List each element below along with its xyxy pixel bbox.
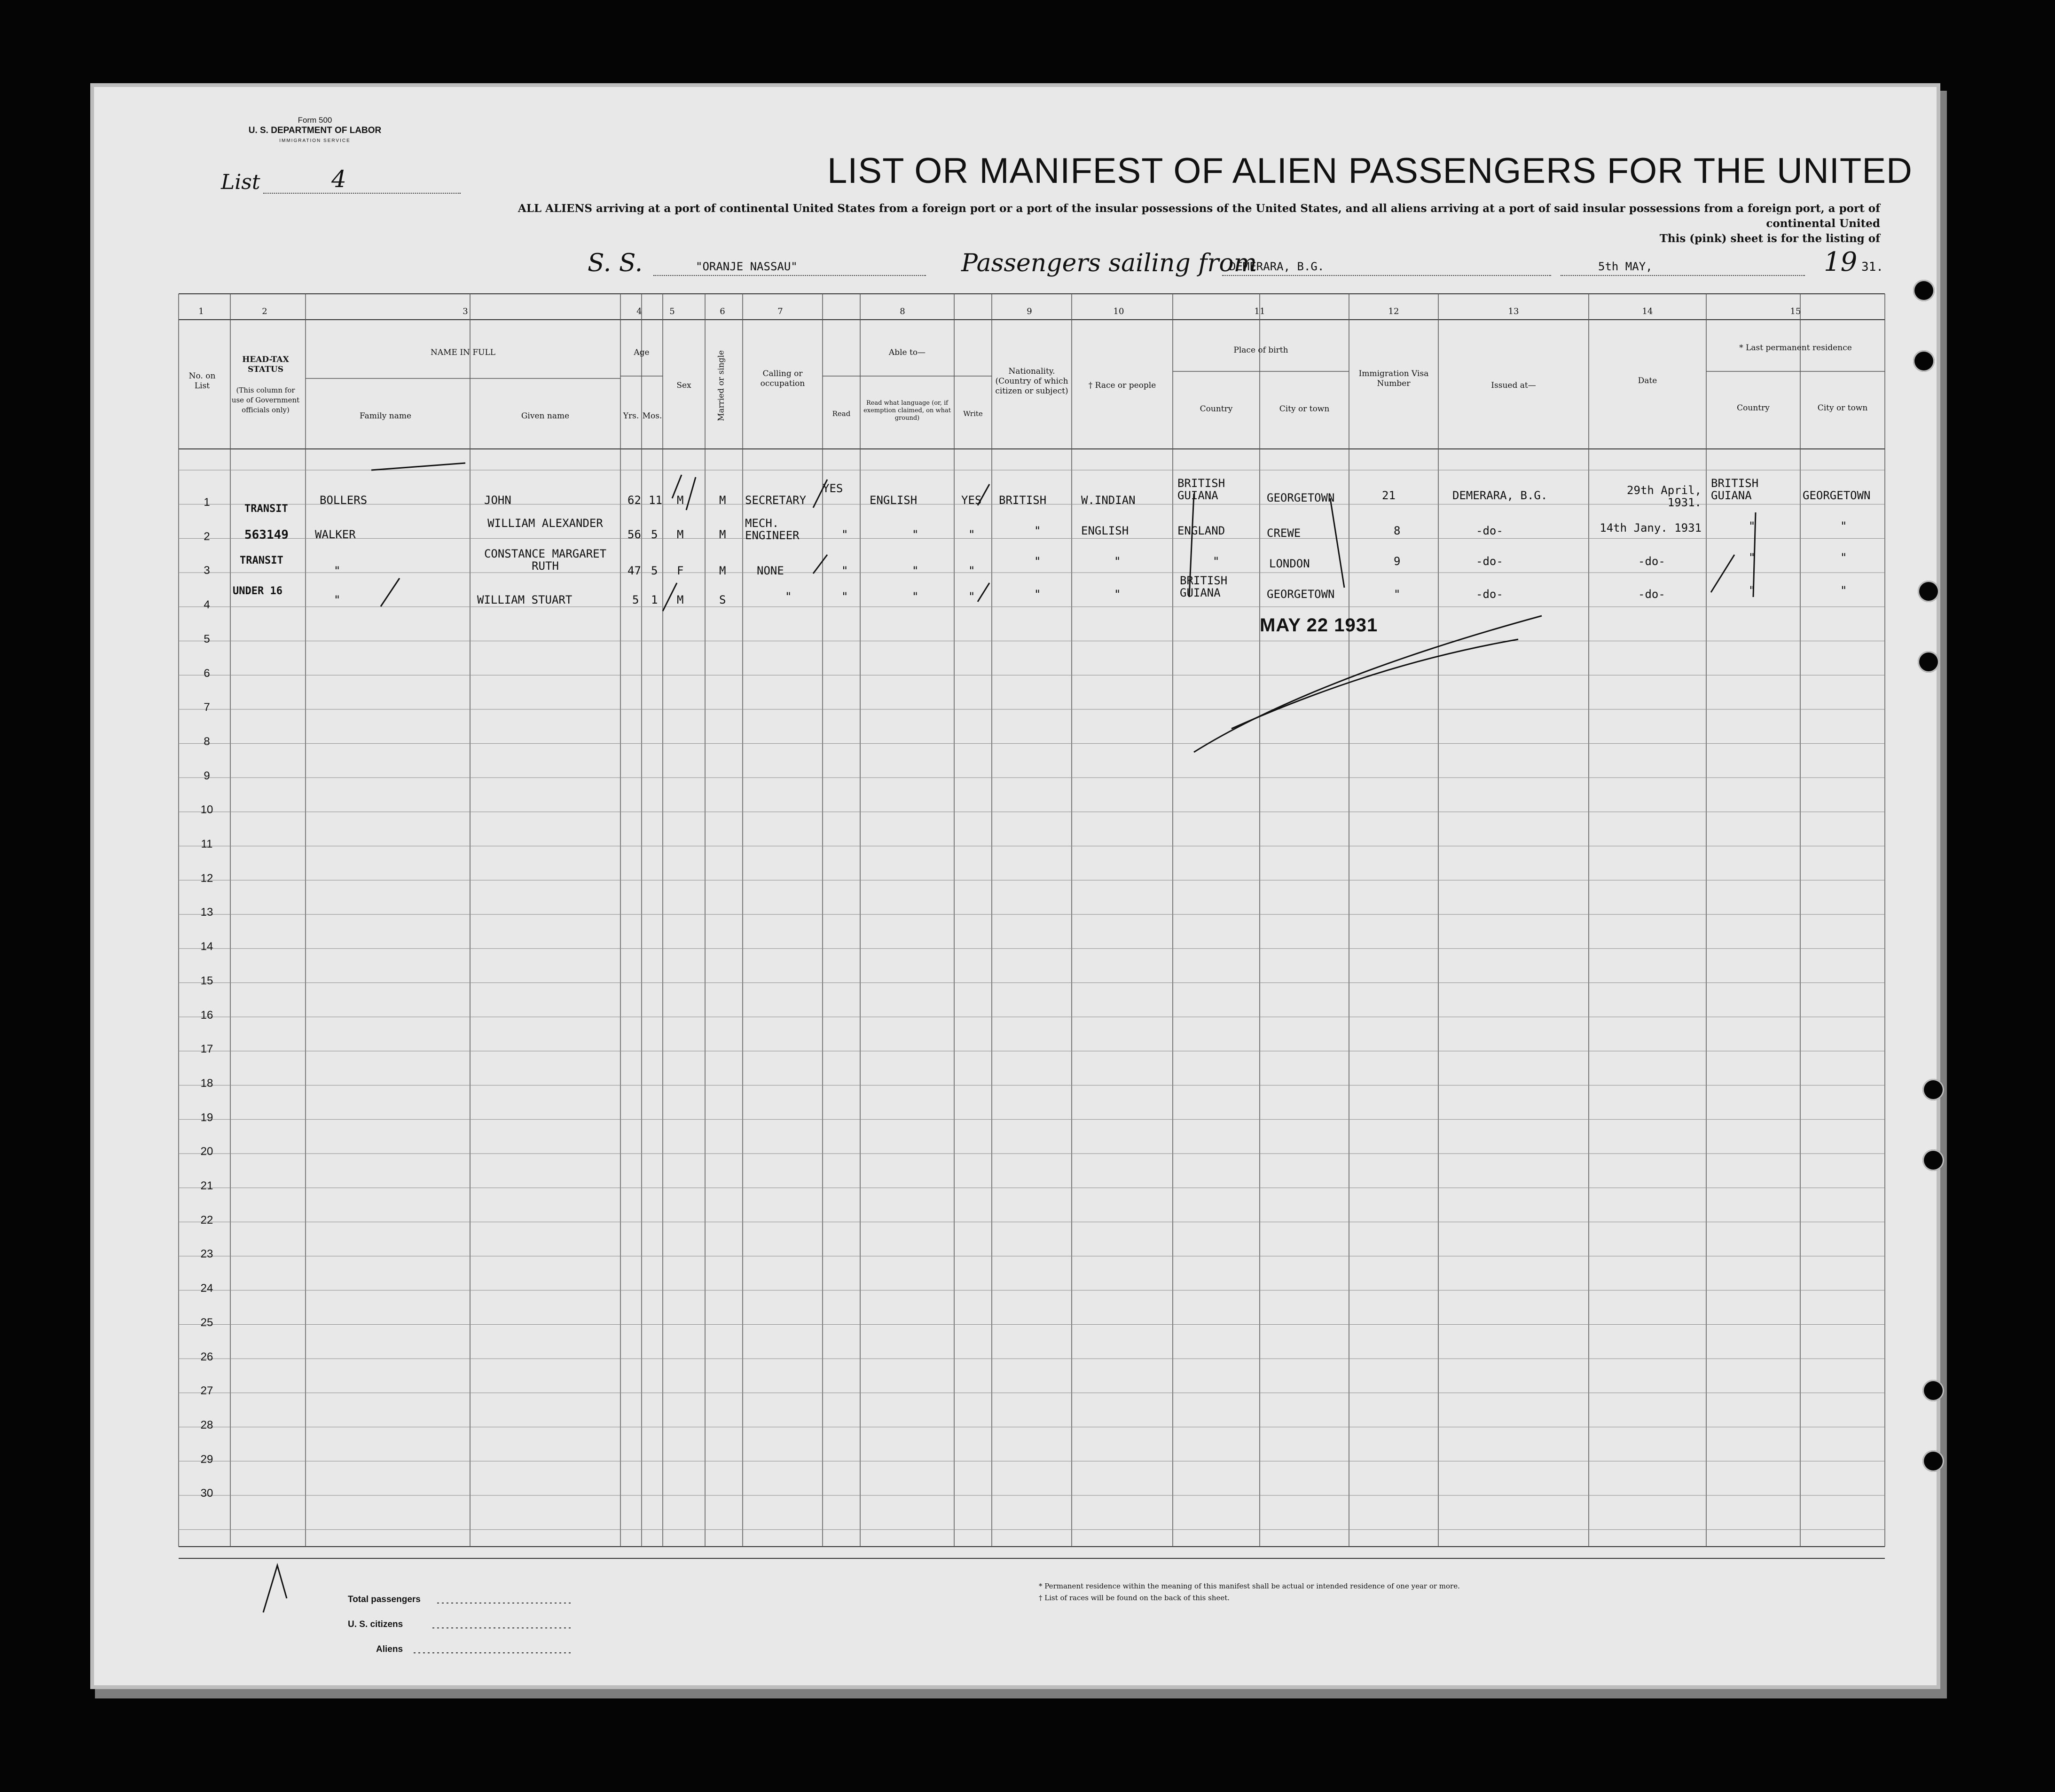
colnum-7: 7	[777, 307, 783, 316]
row2-married: M	[719, 528, 726, 541]
manifest-title: LIST OR MANIFEST OF ALIEN PASSENGERS FOR THE UNITED	[827, 151, 1913, 191]
row4-given-name: WILLIAM STUART	[477, 593, 573, 606]
punch-hole	[1918, 581, 1939, 602]
row-number: 26	[200, 1350, 213, 1363]
row1-res-city: GEORGETOWN	[1803, 489, 1871, 502]
row-number: 5	[204, 632, 210, 645]
colnum-10: 10	[1113, 307, 1124, 316]
row-number: 12	[200, 872, 213, 885]
header-name-in-full: NAME IN FULL	[430, 348, 496, 357]
row3-given-name: CONSTANCE MARGARET RUTH	[484, 547, 607, 573]
header-issued-at: Issued at—	[1491, 381, 1536, 390]
year-prefix: 19	[1824, 247, 1858, 277]
header-last-residence: * Last permanent residence	[1739, 343, 1852, 353]
row1-married: M	[719, 494, 726, 507]
row2-age-mos: 5	[651, 528, 658, 541]
row-number: 1	[204, 496, 210, 509]
header-head-tax: HEAD-TAX STATUS	[242, 355, 289, 374]
row-number: 19	[200, 1111, 213, 1124]
header-head-tax-note: (This column for use of Government officials only)	[231, 386, 300, 414]
row2-read: "	[841, 528, 848, 541]
form-number: Form 500	[298, 116, 332, 125]
header-family-name: Family name	[359, 411, 412, 421]
row2-res-city: "	[1840, 519, 1847, 533]
row3-issued-at: -do-	[1476, 555, 1503, 568]
punch-hole	[1913, 280, 1935, 301]
row1-given-name: JOHN	[484, 494, 511, 507]
row-number: 11	[201, 838, 213, 850]
row4-issued-at: -do-	[1476, 588, 1503, 601]
colnum-15: 15	[1790, 307, 1801, 316]
arrival-stamp: MAY 22 1931	[1260, 615, 1378, 636]
ship-name: "ORANJE NASSAU"	[696, 260, 798, 273]
row3-language: "	[912, 564, 919, 577]
row-number: 24	[200, 1282, 213, 1295]
header-mos: Mos.	[642, 411, 662, 421]
row1-occupation: SECRETARY	[745, 494, 807, 507]
row1-birth-city: GEORGETOWN	[1267, 491, 1335, 504]
row3-res-city: "	[1840, 551, 1847, 564]
row3-status: TRANSIT	[240, 555, 283, 566]
row4-write: "	[968, 590, 975, 603]
row-number: 20	[200, 1145, 213, 1158]
row2-age-yrs: 56	[627, 528, 641, 541]
row1-status: TRANSIT	[244, 503, 288, 515]
row1-res-country: BRITISH GUIANA	[1711, 477, 1759, 502]
header-place-of-birth: Place of birth	[1233, 346, 1288, 355]
row4-age-yrs: 5	[632, 593, 639, 606]
colnum-2: 2	[262, 307, 267, 316]
row3-occupation: NONE	[757, 564, 784, 577]
row3-write: "	[968, 564, 975, 577]
row2-birth-city: CREWE	[1267, 527, 1301, 540]
colnum-8: 8	[900, 307, 905, 316]
row-number: 18	[200, 1077, 213, 1090]
row3-birth-country: "	[1213, 555, 1220, 568]
row-number: 27	[200, 1384, 213, 1398]
row-number: 29	[200, 1453, 213, 1466]
row3-race: "	[1114, 555, 1121, 568]
row-number: 3	[204, 564, 210, 577]
header-married: Married or single	[716, 350, 726, 421]
row2-birth-country: ENGLAND	[1177, 524, 1225, 537]
us-citizens-label: U. S. citizens	[348, 1619, 403, 1629]
colnum-11: 11	[1254, 307, 1265, 316]
punch-hole	[1918, 651, 1939, 673]
footnote-permanent-residence: * Permanent residence within the meaning of this manifest shall be actual or intended residence of one year or more.	[1039, 1582, 1460, 1590]
header-res-country: Country	[1737, 403, 1770, 413]
header-res-city: City or town	[1817, 403, 1868, 413]
row-number: 15	[200, 974, 213, 987]
row-number: 22	[200, 1213, 213, 1226]
row1-issued-at: DEMERARA, B.G.	[1452, 489, 1548, 502]
row1-age-yrs: 62	[627, 494, 641, 507]
row4-status: UNDER 16	[233, 585, 282, 597]
row3-res-country: "	[1749, 551, 1756, 564]
row3-nationality: "	[1034, 555, 1041, 568]
list-number: 4	[331, 165, 346, 193]
row-number: 10	[200, 803, 213, 817]
row-number: 14	[200, 940, 213, 953]
row1-race: W.INDIAN	[1081, 494, 1136, 507]
header-age: Age	[634, 348, 650, 357]
row-number: 8	[204, 735, 210, 748]
row3-birth-city: LONDON	[1269, 557, 1310, 570]
sailing-date: 5th MAY,	[1598, 260, 1653, 273]
row4-sex: M	[677, 593, 684, 606]
row4-married: S	[719, 593, 726, 606]
row3-read: "	[841, 564, 848, 577]
punch-hole	[1922, 1079, 1944, 1100]
colnum-9: 9	[1027, 307, 1032, 316]
ss-label: S. S.	[588, 249, 643, 277]
subtitle-line-1: ALL ALIENS arriving at a port of continental United States from a foreign port or a port of the insular possessions of the United States, and all aliens arriving at a port of said insular possessions from a foreign port, a port of continental United	[518, 202, 1880, 230]
row-number: 7	[204, 701, 210, 714]
row1-date: 29th April, 1931.	[1627, 484, 1702, 509]
row4-res-country: "	[1749, 584, 1756, 597]
total-passengers-label: Total passengers	[348, 1595, 421, 1604]
row-number: 21	[200, 1179, 213, 1192]
colnum-6: 6	[720, 307, 725, 316]
header-read: Read	[832, 409, 851, 418]
row3-married: M	[719, 564, 726, 577]
row-number: 30	[200, 1487, 213, 1500]
header-able-to: Able to—	[888, 348, 926, 357]
row4-race: "	[1114, 588, 1121, 601]
row2-race: ENGLISH	[1081, 524, 1129, 537]
row2-family-name: WALKER	[315, 528, 356, 541]
header-write: Write	[963, 409, 983, 418]
row2-visa: 8	[1394, 524, 1401, 537]
row-number: 16	[200, 1008, 213, 1022]
row4-birth-country: BRITISH GUIANA	[1180, 574, 1228, 599]
header-race: † Race or people	[1088, 381, 1156, 390]
row4-date: -do-	[1638, 588, 1665, 601]
row4-nationality: "	[1034, 588, 1041, 601]
row1-nationality: BRITISH	[999, 494, 1047, 507]
colnum-14: 14	[1642, 307, 1653, 316]
colnum-1: 1	[198, 307, 204, 316]
row2-given-name: WILLIAM ALEXANDER	[487, 517, 603, 530]
aliens-label: Aliens	[376, 1644, 403, 1654]
row1-read: YES	[823, 482, 843, 495]
row-number: 17	[200, 1043, 213, 1056]
year-suffix: 31.	[1861, 260, 1883, 274]
punch-hole	[1922, 1450, 1944, 1472]
row1-family-name: BOLLERS	[320, 494, 368, 507]
row1-age-mos: 11	[649, 494, 662, 507]
row4-age-mos: 1	[651, 593, 658, 606]
row1-visa: 21	[1382, 489, 1396, 502]
header-birth-country: Country	[1200, 404, 1233, 414]
row2-language: "	[912, 528, 919, 541]
colnum-12: 12	[1388, 307, 1399, 316]
row1-birth-country: BRITISH GUIANA	[1177, 477, 1225, 502]
row2-status: 563149	[244, 528, 289, 542]
row2-issued-at: -do-	[1476, 524, 1503, 537]
header-no-on-list: No. on List	[188, 371, 216, 391]
list-label: List	[221, 170, 260, 194]
service-name: IMMIGRATION SERVICE	[279, 138, 351, 143]
department-name: U. S. DEPARTMENT OF LABOR	[248, 126, 382, 135]
row4-family-name: "	[334, 593, 341, 606]
header-calling: Calling or occupation	[760, 369, 805, 388]
header-sex: Sex	[676, 381, 691, 390]
row3-age-yrs: 47	[627, 564, 641, 577]
row-number: 28	[200, 1418, 213, 1431]
punch-hole	[1922, 1380, 1944, 1401]
row1-sex: M	[677, 494, 684, 507]
row3-sex: F	[677, 564, 684, 577]
header-given-name: Given name	[521, 411, 570, 421]
row-number: 13	[200, 906, 213, 919]
row4-res-city: "	[1840, 584, 1847, 597]
row4-occupation: "	[785, 590, 792, 603]
row2-write: "	[968, 528, 975, 541]
row4-read: "	[841, 590, 848, 603]
row3-visa: 9	[1394, 555, 1401, 568]
row4-birth-city: GEORGETOWN	[1267, 588, 1335, 601]
row-number: 9	[204, 769, 210, 782]
row2-sex: M	[677, 528, 684, 541]
sailing-label: Passengers sailing from	[961, 249, 1257, 277]
subtitle-line-2: This (pink) sheet is for the listing of	[1659, 232, 1880, 245]
row1-language: ENGLISH	[870, 494, 918, 507]
row3-family-name: "	[334, 564, 341, 577]
header-yrs: Yrs.	[623, 411, 639, 421]
row2-occupation: MECH. ENGINEER	[745, 517, 800, 542]
header-nationality: Nationality. (Country of which citizen or subject)	[995, 367, 1068, 396]
row-number: 2	[204, 530, 210, 543]
header-birth-city: City or town	[1279, 404, 1330, 414]
header-read-language: Read what language (or, if exemption claimed, on what ground)	[863, 400, 951, 422]
colnum-13: 13	[1508, 307, 1519, 316]
row4-language: "	[912, 590, 919, 603]
row-number: 23	[200, 1248, 213, 1261]
footnote-races: † List of races will be found on the back of this sheet.	[1039, 1594, 1230, 1602]
colnum-3: 3	[463, 307, 468, 316]
row1-write: YES	[961, 494, 982, 507]
row3-age-mos: 5	[651, 564, 658, 577]
colnum-4: 4	[636, 307, 642, 316]
row-number: 6	[204, 667, 210, 680]
row3-date: -do-	[1638, 555, 1665, 568]
sailing-port: DEMERARA, B.G.	[1229, 260, 1325, 273]
row2-nationality: "	[1034, 524, 1041, 537]
row2-res-country: "	[1749, 519, 1756, 533]
punch-hole	[1913, 350, 1935, 372]
row-number: 4	[204, 598, 210, 612]
row-number: 25	[200, 1316, 213, 1329]
colnum-5: 5	[669, 307, 675, 316]
row2-date: 14th Jany. 1931	[1600, 521, 1702, 534]
punch-hole	[1922, 1149, 1944, 1171]
header-visa-number: Immigration Visa Number	[1358, 369, 1429, 388]
header-date: Date	[1638, 376, 1657, 385]
row4-visa: "	[1394, 588, 1401, 601]
